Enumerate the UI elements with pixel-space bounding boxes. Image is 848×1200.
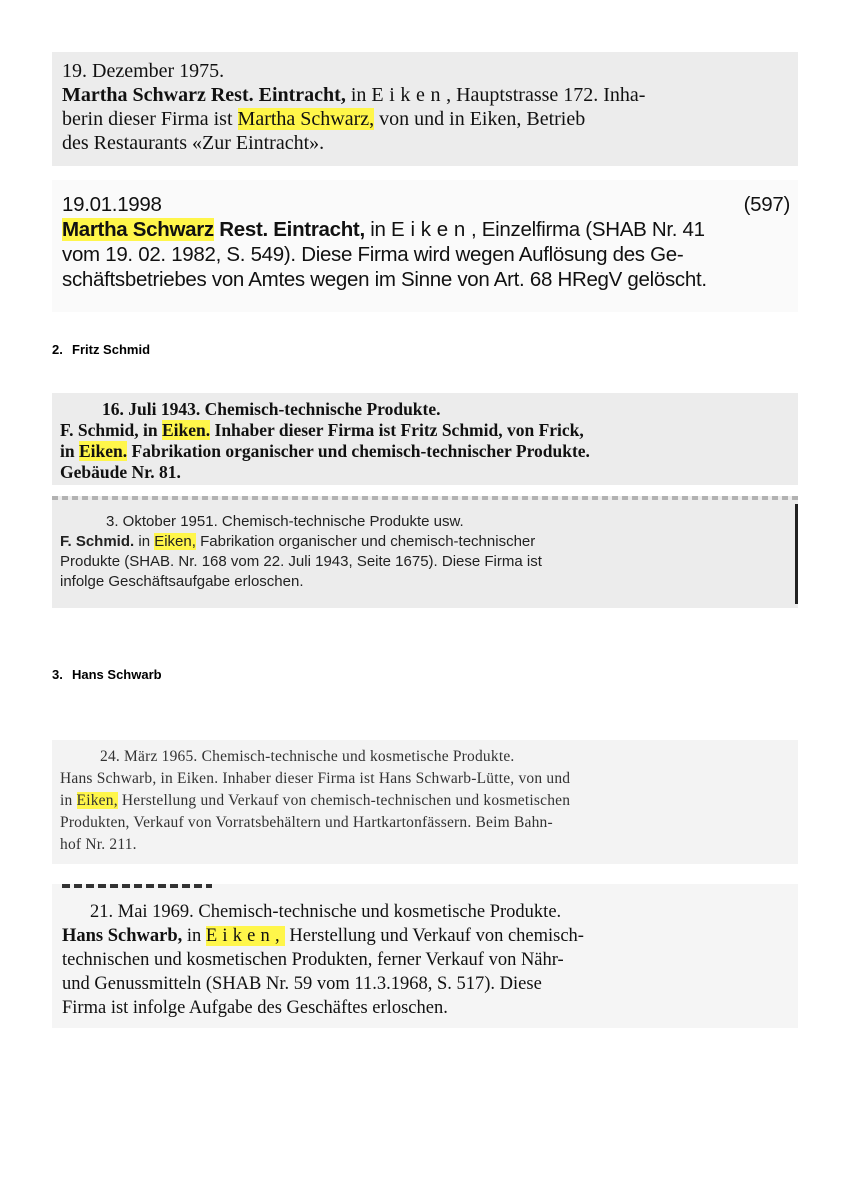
location-prefix: in bbox=[370, 218, 386, 241]
clipping-line: und Genussmitteln (SHAB Nr. 59 vom 11.3.1968, S. 517). Diese bbox=[62, 974, 542, 994]
clipping-line bbox=[62, 924, 798, 948]
section-title: Fritz Schmid bbox=[72, 342, 151, 357]
highlighted-location: Eiken, bbox=[154, 533, 196, 550]
registry-clipping-1969 bbox=[52, 884, 798, 1028]
highlighted-location: Eiken, bbox=[205, 926, 285, 946]
clipping-text: , Einzelfirma (SHAB Nr. 41 bbox=[471, 218, 705, 241]
clipping-line: schäftsbetriebes von Amtes wegen im Sinne von Art. 68 HRegV gelöscht. bbox=[62, 268, 707, 291]
section-number: 3. bbox=[52, 667, 63, 682]
clipping-text: Inhaber dieser Firma ist Fritz Schmid, von Frick, bbox=[214, 420, 584, 440]
cut-edge bbox=[62, 884, 212, 888]
clipping-line: des Restaurants «Zur Eintracht». bbox=[62, 132, 325, 154]
registry-clipping-1975 bbox=[52, 52, 798, 166]
clipping-date: 16. Juli 1943. Chemisch-technische Produkte. bbox=[102, 399, 441, 419]
clipping-text: Fabrikation organischer und chemisch-technischer bbox=[200, 533, 536, 550]
clipping-line bbox=[62, 107, 798, 131]
location-prefix: in bbox=[60, 792, 73, 809]
location-prefix: in bbox=[60, 441, 75, 461]
firm-name: Hans Schwarb, bbox=[62, 926, 183, 946]
firm-name: F. Schmid. bbox=[60, 533, 135, 550]
highlighted-location: Eiken. bbox=[161, 420, 211, 440]
clipping-text: , Hauptstrasse 172. Inha- bbox=[446, 84, 646, 106]
clipping-text: Herstellung und Verkauf von chemisch- bbox=[289, 926, 584, 946]
highlighted-location: Eiken. bbox=[78, 441, 128, 461]
clipping-line bbox=[60, 532, 798, 552]
clipping-text: Fabrikation organischer und chemisch-technischer Produkte. bbox=[131, 441, 590, 461]
firm-name: Martha Schwarz Rest. Eintracht, bbox=[62, 84, 346, 106]
clipping-line bbox=[62, 83, 798, 107]
clipping-line: hof Nr. 211. bbox=[60, 836, 137, 853]
clipping-text: berin dieser Firma ist bbox=[62, 108, 233, 130]
clipping-line: Firma ist infolge Aufgabe des Geschäftes erloschen. bbox=[62, 998, 448, 1018]
highlighted-firm-name: Martha Schwarz bbox=[62, 218, 214, 241]
location-prefix: in bbox=[350, 84, 367, 106]
firm-name: Rest. Eintracht, bbox=[219, 218, 365, 241]
clipping-date: 3. Oktober 1951. Chemisch-technische Produkte usw. bbox=[106, 513, 464, 530]
registry-clipping-1965 bbox=[52, 740, 798, 864]
clipping-line: infolge Geschäftsaufgabe erloschen. bbox=[60, 573, 304, 590]
clipping-line bbox=[60, 441, 798, 462]
clipping-line: Hans Schwarb, in Eiken. Inhaber dieser Firma ist Hans Schwarb-Lütte, von und bbox=[60, 770, 571, 787]
clipping-line: vom 19. 02. 1982, S. 549). Diese Firma wird wegen Auflösung des Ge- bbox=[62, 243, 684, 266]
clipping-text: von und in Eiken, Betrieb bbox=[379, 108, 586, 130]
section-heading-fritz-schmid bbox=[52, 342, 150, 357]
clipping-date: 19.01.1998 bbox=[62, 193, 162, 216]
section-title: Hans Schwarb bbox=[72, 667, 162, 682]
clipping-text: Herstellung und Verkauf von chemisch-technischen und kosmetischen bbox=[121, 792, 571, 809]
vertical-rule bbox=[795, 504, 798, 604]
clipping-line: Produkte (SHAB. Nr. 168 vom 22. Juli 1943, Seite 1675). Diese Firma ist bbox=[60, 553, 542, 570]
registry-clipping-1943 bbox=[52, 393, 798, 485]
highlighted-location: Eiken, bbox=[76, 792, 118, 809]
location-prefix: in bbox=[138, 533, 151, 550]
clipping-line bbox=[62, 217, 798, 242]
clipping-line bbox=[60, 790, 798, 812]
clipping-date: 24. März 1965. Chemisch-technische und kosmetische Produkte. bbox=[100, 748, 515, 765]
registry-clipping-1998 bbox=[52, 180, 798, 312]
clipping-date: 19. Dezember 1975. bbox=[62, 60, 225, 82]
location-spaced: Eiken bbox=[371, 84, 447, 106]
clipping-line: Gebäude Nr. 81. bbox=[60, 462, 181, 482]
cut-edge bbox=[52, 496, 798, 500]
clipping-line: Produkten, Verkauf von Vorratsbehältern und Hartkartonfässern. Beim Bahn- bbox=[60, 814, 553, 831]
entry-number: (597) bbox=[743, 193, 790, 216]
registry-clipping-1951 bbox=[52, 496, 798, 608]
firm-name: F. Schmid, bbox=[60, 420, 139, 440]
location-prefix: in bbox=[186, 926, 202, 946]
location-prefix: in bbox=[143, 420, 158, 440]
section-heading-hans-schwarb bbox=[52, 667, 162, 682]
clipping-line bbox=[60, 420, 798, 441]
highlighted-owner-name: Martha Schwarz, bbox=[237, 108, 375, 130]
clipping-line: technischen und kosmetischen Produkten, ferner Verkauf von Nähr- bbox=[62, 950, 564, 970]
clipping-date: 21. Mai 1969. Chemisch-technische und kosmetische Produkte. bbox=[90, 902, 562, 922]
section-number: 2. bbox=[52, 342, 63, 357]
location-spaced: Eiken bbox=[391, 218, 472, 241]
